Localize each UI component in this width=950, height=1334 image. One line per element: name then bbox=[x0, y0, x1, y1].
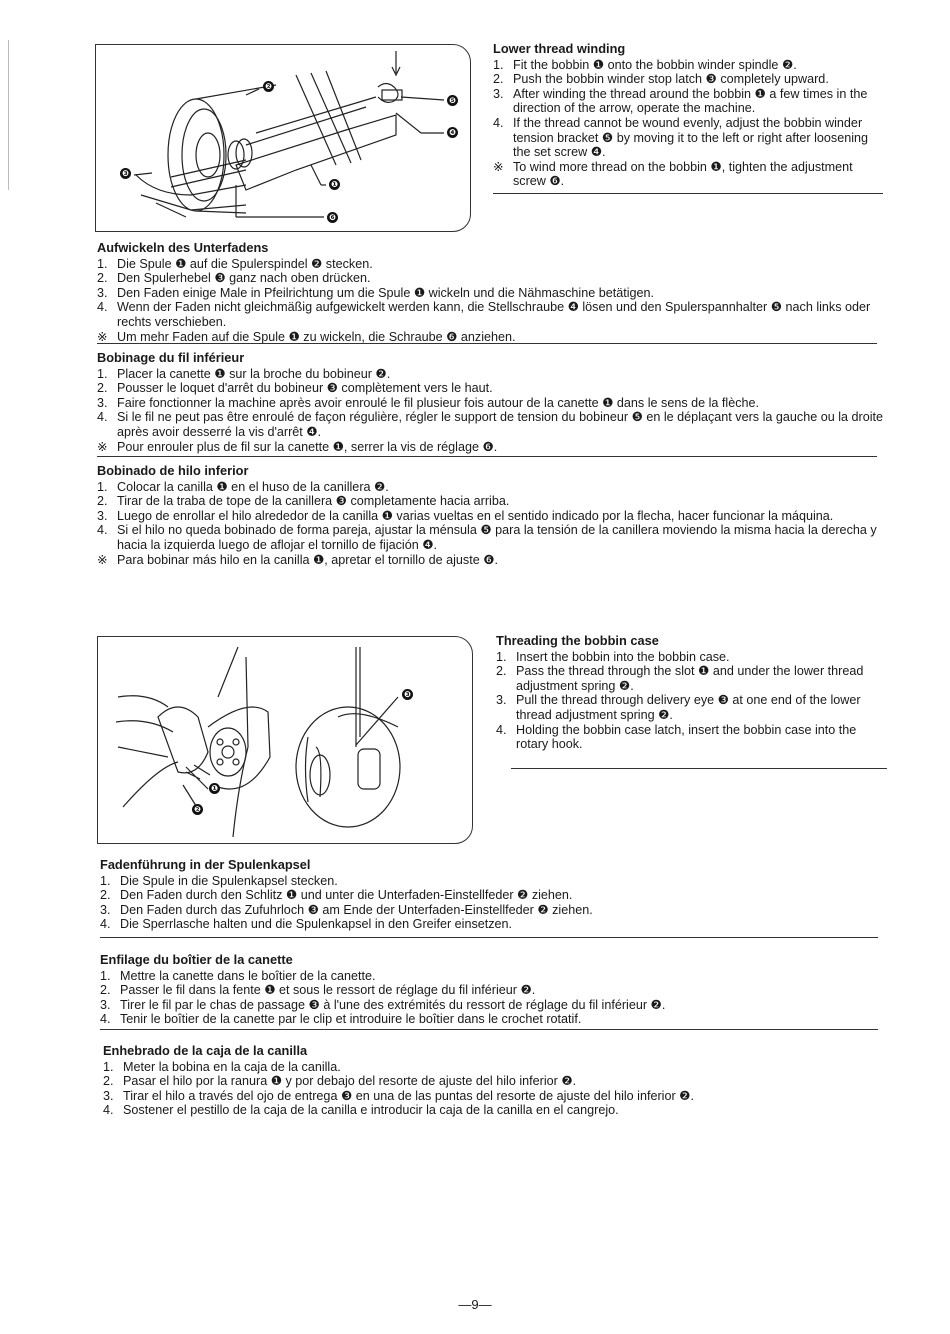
section-es-case bbox=[103, 1044, 889, 1118]
divider bbox=[100, 1029, 878, 1030]
step-item: 3. Luego de enrollar el hilo alrededor de la canilla ❶ varias vueltas en el sentido indicado por la flecha, hacer funcionar la máquina. bbox=[97, 508, 834, 523]
callout-1: ❶ bbox=[329, 179, 340, 190]
section-title: Enhebrado de la caja de la canilla bbox=[103, 1043, 308, 1058]
section-title: Lower thread winding bbox=[493, 41, 626, 56]
step-item: 1. Meter la bobina en la caja de la canilla. bbox=[103, 1059, 341, 1074]
step-list bbox=[100, 874, 886, 932]
step-item: 4. Tenir le boîtier de la canette par le clip et introduire le boîtier dans le crochet rotatif. bbox=[100, 1012, 582, 1027]
step-list bbox=[97, 367, 883, 455]
note-item: ※ Pour enrouler plus de fil sur la canette ❶, serrer la vis de réglage ❻. bbox=[97, 439, 498, 454]
step-list bbox=[103, 1060, 889, 1118]
step-item: 1. Die Spule ❶ auf die Spulerspindel ❷ stecken. bbox=[97, 256, 373, 271]
step-item: 4. If the thread cannot be wound evenly, adjust the bobbin winder tension bracket ❺ by moving it to the left or right after loosening the set screw ❹. bbox=[493, 115, 869, 160]
callout-3: ❸ bbox=[402, 689, 413, 700]
section-es-winding bbox=[97, 464, 883, 567]
figure-bobbin-case bbox=[97, 636, 473, 844]
step-item: 3. Pull the thread through delivery eye ❸ at one end of the lower thread adjustment spring ❷. bbox=[496, 693, 861, 722]
step-item: 4. Sostener el pestillo de la caja de la canilla e introducir la caja de la canilla en el cangrejo. bbox=[103, 1103, 619, 1118]
step-item: 2. Pass the thread through the slot ❶ and under the lower thread adjustment spring ❷. bbox=[496, 664, 864, 693]
callout-2: ❷ bbox=[192, 804, 203, 815]
step-item: 1. Colocar la canilla ❶ en el huso de la canillera ❷. bbox=[97, 479, 389, 494]
step-item: 3. Tirar el hilo a través del ojo de entrega ❸ en una de las puntas del resorte de ajuste del hilo inferior ❷. bbox=[103, 1088, 694, 1103]
section-title: Threading the bobbin case bbox=[496, 633, 659, 648]
callout-1: ❶ bbox=[209, 783, 220, 794]
note-item: ※ Um mehr Faden auf die Spule ❶ zu wickeln, die Schraube ❻ anziehen. bbox=[97, 329, 516, 344]
section-en-case bbox=[496, 634, 888, 752]
step-item: 2. Tirar de la traba de tope de la canillera ❸ completamente hacia arriba. bbox=[97, 494, 510, 509]
step-item: 1. Mettre la canette dans le boîtier de la canette. bbox=[100, 968, 376, 983]
callout-4: ❹ bbox=[447, 127, 458, 138]
callout-5: ❺ bbox=[447, 95, 458, 106]
figure-bobbin-winder bbox=[95, 44, 471, 232]
section-en-winding bbox=[493, 42, 885, 189]
step-list bbox=[493, 58, 885, 189]
step-item: 1. Insert the bobbin into the bobbin case. bbox=[496, 649, 730, 664]
step-item: 3. Den Faden einige Male in Pfeilrichtung um die Spule ❶ wickeln und die Nähmaschine betätigen. bbox=[97, 285, 655, 300]
section-fr-winding bbox=[97, 351, 883, 454]
section-de-winding bbox=[97, 241, 883, 344]
step-item: 3. Faire fonctionner la machine après avoir enroulé le fil plusieur fois autour de la canette ❶ dans le sens de la flèche. bbox=[97, 395, 760, 410]
section-title: Fadenführung in der Spulenkapsel bbox=[100, 857, 311, 872]
step-item: 4. Wenn der Faden nicht gleichmäßig aufgewickelt werden kann, die Stellschraube ❹ lösen und den Spulerspannhalter ❺ nach links oder rechts verschieben. bbox=[97, 300, 871, 329]
step-item: 1. Placer la canette ❶ sur la broche du bobineur ❷. bbox=[97, 366, 391, 381]
callout-2: ❷ bbox=[263, 81, 274, 92]
bobbin-case-illustration bbox=[98, 637, 472, 843]
step-list bbox=[97, 480, 883, 568]
step-item: 4. Die Sperrlasche halten und die Spulenkapsel in den Greifer einsetzen. bbox=[100, 917, 513, 932]
callout-6: ❻ bbox=[327, 212, 338, 223]
step-item: 1. Die Spule in die Spulenkapsel stecken. bbox=[100, 873, 338, 888]
divider bbox=[493, 193, 883, 194]
step-item: 3. Den Faden durch das Zufuhrloch ❸ am Ende der Unterfaden-Einstellfeder ❷ ziehen. bbox=[100, 902, 593, 917]
callout-3: ❸ bbox=[120, 168, 131, 179]
note-item: ※ Para bobinar más hilo en la canilla ❶, apretar el tornillo de ajuste ❻. bbox=[97, 552, 499, 567]
step-item: 1. Fit the bobbin ❶ onto the bobbin winder spindle ❷. bbox=[493, 57, 797, 72]
divider bbox=[100, 937, 878, 938]
step-item: 2. Den Faden durch den Schlitz ❶ und unter die Unterfaden-Einstellfeder ❷ ziehen. bbox=[100, 888, 573, 903]
step-list bbox=[496, 650, 888, 752]
note-item: ※ To wind more thread on the bobbin ❶, tighten the adjustment screw ❻. bbox=[493, 159, 853, 189]
section-title: Enfilage du boîtier de la canette bbox=[100, 952, 293, 967]
step-list bbox=[100, 969, 886, 1027]
section-fr-case bbox=[100, 953, 886, 1027]
step-item: 2. Passer le fil dans la fente ❶ et sous le ressort de réglage du fil inférieur ❷. bbox=[100, 983, 536, 998]
divider bbox=[511, 768, 887, 769]
section-title: Aufwickeln des Unterfadens bbox=[97, 240, 269, 255]
step-item: 3. After winding the thread around the bobbin ❶ a few times in the direction of the arrow, operate the machine. bbox=[493, 86, 868, 116]
section-de-case bbox=[100, 858, 886, 932]
step-item: 2. Pousser le loquet d'arrêt du bobineur ❸ complètement vers le haut. bbox=[97, 381, 493, 396]
step-item: 2. Den Spulerhebel ❸ ganz nach oben drücken. bbox=[97, 271, 371, 286]
step-item: 3. Tirer le fil par le chas de passage ❸ à l'une des extrémités du ressort de réglage du fil inférieur ❷. bbox=[100, 997, 666, 1012]
divider bbox=[97, 343, 877, 344]
step-list bbox=[97, 257, 883, 345]
divider bbox=[97, 456, 877, 457]
section-title: Bobinado de hilo inferior bbox=[97, 463, 249, 478]
step-item: 2. Push the bobbin winder stop latch ❸ completely upward. bbox=[493, 72, 829, 87]
scan-edge-mark bbox=[8, 40, 9, 190]
bobbin-winder-illustration bbox=[96, 45, 470, 231]
step-item: 4. Holding the bobbin case latch, insert the bobbin case into the rotary hook. bbox=[496, 722, 857, 752]
step-item: 4. Si le fil ne peut pas être enroulé de façon régulière, régler le support de tension du bobineur ❺ en le déplaçant vers la gauche ou la droite après avoir desserré la vis d'arrêt ❹. bbox=[97, 410, 884, 439]
step-item: 2. Pasar el hilo por la ranura ❶ y por debajo del resorte de ajuste del hilo inferior ❷. bbox=[103, 1074, 577, 1089]
section-title: Bobinage du fil inférieur bbox=[97, 350, 245, 365]
step-item: 4. Si el hilo no queda bobinado de forma pareja, ajustar la ménsula ❺ para la tensión de la canillera moviendo la misma hacia la derecha y hacia la izquierda luego de aflojar el tornillo de fijación ❹. bbox=[97, 523, 877, 552]
page-number: —9— bbox=[458, 1297, 492, 1312]
